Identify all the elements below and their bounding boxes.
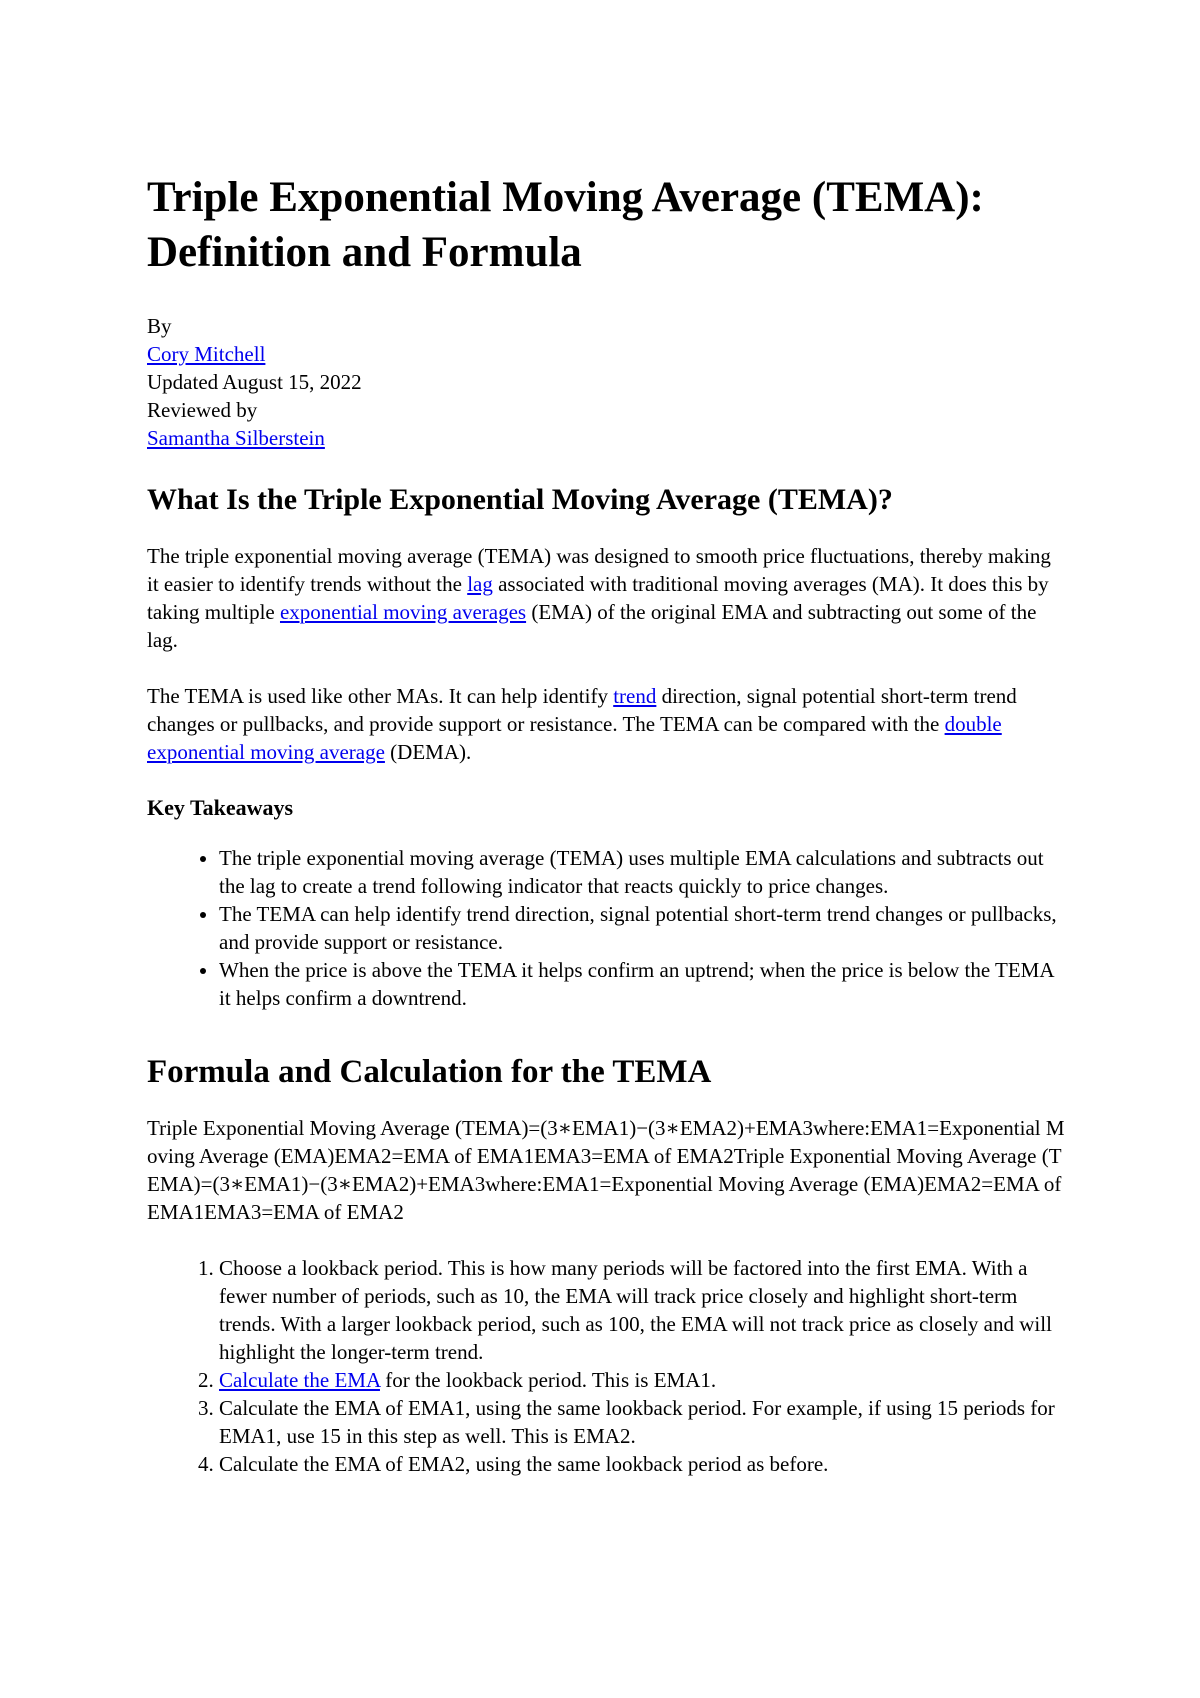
key-takeaways-heading: Key Takeaways (147, 795, 294, 820)
text-span: for the lookback period. This is EMA1. (379, 1368, 717, 1392)
list-item: 1. Choose a lookback period. This is how many periods will be factored into the first EMA. With a fewer number of periods, such as 10, the EMA will track price closely and highlight short-term trends. With a larger lookback period, such as 100, the EMA will not track price as closely and will highlight the longer-term trend. (219, 1254, 1067, 1366)
text-span: (DEMA). (384, 740, 472, 764)
key-takeaways-list (147, 844, 1067, 1012)
reviewed-by-label: Reviewed by (147, 398, 258, 422)
page-title: Triple Exponential Moving Average (TEMA): Definition and Formula (147, 174, 984, 276)
section-heading-formula: Formula and Calculation for the TEMA (147, 1054, 712, 1090)
lag-link[interactable]: lag (467, 572, 493, 596)
trend-link[interactable]: trend (613, 684, 657, 708)
text-span: (EMA) of the original EMA and subtracting out some of the lag. (147, 600, 1037, 652)
list-item: 3. Calculate the EMA of EMA1, using the same lookback period. For example, if using 15 periods for EMA1, use 15 in this step as well. This is EMA2. (219, 1394, 1067, 1450)
intro-paragraph (147, 542, 1067, 654)
list-item: 4. Calculate the EMA of EMA2, using the same lookback period as before. (219, 1450, 1067, 1478)
reviewer-link[interactable]: Samantha Silberstein (147, 426, 325, 450)
formula-text: Triple Exponential Moving Average (TEMA)=(3∗EMA1)−(3∗EMA2)+EMA3where:EMA1=Exponential Moving Average (EMA)EMA2=EMA of EMA1EMA3=EMA of EMA2Triple Exponential Moving Average (TEMA)=(3∗EMA1)−(3∗EMA2)+EMA3where:EMA1=Exponential Moving Average (EMA)EMA2=EMA of EMA1EMA3=EMA of EMA2 (147, 1116, 1065, 1224)
list-item: • The TEMA can help identify trend direction, signal potential short-term trend changes or pullbacks, and provide support or resistance. (219, 900, 1067, 956)
calculate-ema-link[interactable]: Calculate the EMA (219, 1368, 380, 1392)
byline (147, 312, 1067, 452)
list-item (219, 1366, 1067, 1394)
text-span: associated with traditional moving averages (MA). It does this by taking multiple (147, 572, 1049, 624)
updated-date: Updated August 15, 2022 (147, 370, 362, 394)
ema-link[interactable]: exponential moving averages (279, 600, 527, 624)
section-heading-what-is-tema: What Is the Triple Exponential Moving Average (TEMA)? (147, 483, 893, 516)
calculation-steps (147, 1254, 1067, 1478)
byline-by: By (147, 314, 172, 338)
article (147, 170, 1067, 1518)
list-item: • The triple exponential moving average (TEMA) uses multiple EMA calculations and subtracts out the lag to create a trend following indicator that reacts quickly to price changes. (219, 844, 1067, 900)
text-span: direction, signal potential short-term trend changes or pullbacks, and provide support or resistance. The TEMA can be compared with the (147, 684, 1017, 736)
list-item: • When the price is above the TEMA it helps confirm an uptrend; when the price is below the TEMA it helps confirm a downtrend. (219, 956, 1067, 1012)
dema-link[interactable]: double exponential moving average (147, 712, 1002, 764)
author-link[interactable]: Cory Mitchell (147, 342, 266, 366)
text-span: The TEMA is used like other MAs. It can help identify (147, 684, 614, 708)
usage-paragraph (147, 682, 1067, 766)
text-span: The triple exponential moving average (TEMA) was designed to smooth price fluctuations, thereby making it easier to identify trends without the (147, 544, 1051, 596)
